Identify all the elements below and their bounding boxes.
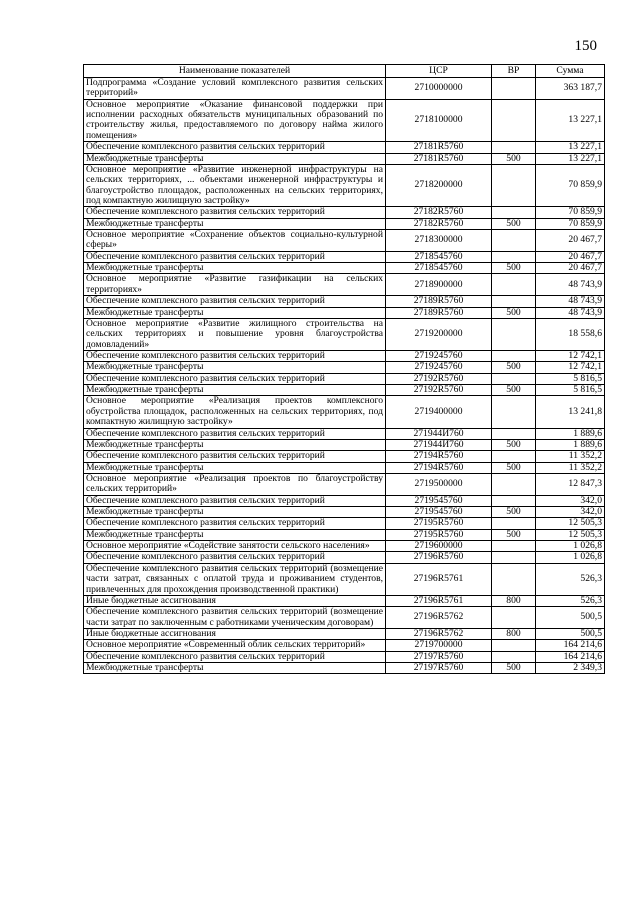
cell-vr: 500 bbox=[492, 263, 536, 274]
cell-sum: 20 467,7 bbox=[536, 230, 605, 252]
cell-csr: 27182R5760 bbox=[386, 218, 492, 229]
cell-csr: 2719545760 bbox=[386, 495, 492, 506]
table-row bbox=[84, 651, 605, 662]
cell-name: Межбюджетные трансферты bbox=[84, 153, 386, 164]
table-row bbox=[84, 263, 605, 274]
cell-sum: 1 889,6 bbox=[536, 439, 605, 450]
cell-sum: 526,3 bbox=[536, 563, 605, 595]
table-row bbox=[84, 362, 605, 373]
cell-sum: 526,3 bbox=[536, 595, 605, 606]
cell-csr: 27181R5760 bbox=[386, 142, 492, 153]
cell-sum: 48 743,9 bbox=[536, 296, 605, 307]
cell-csr: 2719700000 bbox=[386, 640, 492, 651]
table-row bbox=[84, 439, 605, 450]
cell-csr: 27189R5760 bbox=[386, 307, 492, 318]
cell-csr: 2719545760 bbox=[386, 507, 492, 518]
cell-name: Межбюджетные трансферты bbox=[84, 507, 386, 518]
cell-vr bbox=[492, 451, 536, 462]
cell-sum: 12 847,3 bbox=[536, 473, 605, 495]
cell-vr bbox=[492, 207, 536, 218]
budget-table bbox=[83, 64, 605, 674]
cell-vr bbox=[492, 318, 536, 350]
cell-name: Межбюджетные трансферты bbox=[84, 218, 386, 229]
cell-sum: 164 214,6 bbox=[536, 640, 605, 651]
cell-name: Основное мероприятие «Содействие занятости сельского населения» bbox=[84, 541, 386, 552]
cell-vr bbox=[492, 230, 536, 252]
cell-sum: 13 241,8 bbox=[536, 396, 605, 428]
table-body bbox=[84, 78, 605, 674]
cell-name: Основное мероприятие «Развитие газификации на сельских территориях» bbox=[84, 274, 386, 296]
cell-sum: 70 859,9 bbox=[536, 207, 605, 218]
cell-name: Межбюджетные трансферты bbox=[84, 362, 386, 373]
cell-sum: 342,0 bbox=[536, 507, 605, 518]
table-row bbox=[84, 473, 605, 495]
cell-name: Обеспечение комплексного развития сельских территорий bbox=[84, 296, 386, 307]
cell-sum: 11 352,2 bbox=[536, 462, 605, 473]
cell-sum: 48 743,9 bbox=[536, 274, 605, 296]
cell-vr: 500 bbox=[492, 529, 536, 540]
cell-vr: 500 bbox=[492, 307, 536, 318]
cell-csr: 2718900000 bbox=[386, 274, 492, 296]
cell-vr bbox=[492, 78, 536, 100]
cell-csr: 2719245760 bbox=[386, 362, 492, 373]
table-row bbox=[84, 451, 605, 462]
cell-csr: 2719600000 bbox=[386, 541, 492, 552]
cell-sum: 363 187,7 bbox=[536, 78, 605, 100]
cell-name: Обеспечение комплексного развития сельских территорий bbox=[84, 552, 386, 563]
cell-sum: 48 743,9 bbox=[536, 307, 605, 318]
cell-name: Обеспечение комплексного развития сельских территорий bbox=[84, 451, 386, 462]
cell-csr: 27195R5760 bbox=[386, 529, 492, 540]
cell-csr: 27196R5761 bbox=[386, 563, 492, 595]
cell-vr bbox=[492, 607, 536, 629]
cell-sum: 12 742,1 bbox=[536, 362, 605, 373]
cell-sum: 12 742,1 bbox=[536, 350, 605, 361]
header-name: Наименование показателей bbox=[84, 65, 386, 78]
cell-csr: 27196R5761 bbox=[386, 595, 492, 606]
cell-name: Обеспечение комплексного развития сельских территорий bbox=[84, 651, 386, 662]
cell-name: Иные бюджетные ассигнования bbox=[84, 628, 386, 639]
table-row bbox=[84, 495, 605, 506]
table-row bbox=[84, 428, 605, 439]
cell-sum: 13 227,1 bbox=[536, 153, 605, 164]
cell-name: Межбюджетные трансферты bbox=[84, 462, 386, 473]
cell-vr: 500 bbox=[492, 153, 536, 164]
table-row bbox=[84, 318, 605, 350]
cell-vr bbox=[492, 428, 536, 439]
table-row bbox=[84, 507, 605, 518]
cell-sum: 164 214,6 bbox=[536, 651, 605, 662]
cell-name: Межбюджетные трансферты bbox=[84, 529, 386, 540]
table-row bbox=[84, 462, 605, 473]
cell-vr bbox=[492, 373, 536, 384]
cell-name: Основное мероприятие «Оказание финансовой поддержки при исполнении расходных обязательств муниципальных образований по строительству жилья, предоставляемого по договору найма жилого помещения» bbox=[84, 99, 386, 141]
table-row bbox=[84, 153, 605, 164]
table-row bbox=[84, 385, 605, 396]
cell-sum: 500,5 bbox=[536, 607, 605, 629]
cell-vr bbox=[492, 396, 536, 428]
cell-vr: 500 bbox=[492, 507, 536, 518]
cell-name: Основное мероприятие «Реализация проектов по благоустройству сельских территорий» bbox=[84, 473, 386, 495]
cell-sum: 12 505,3 bbox=[536, 529, 605, 540]
cell-vr: 500 bbox=[492, 663, 536, 674]
table-row bbox=[84, 640, 605, 651]
cell-sum: 5 816,5 bbox=[536, 373, 605, 384]
cell-csr: 27195R5760 bbox=[386, 518, 492, 529]
table-row bbox=[84, 207, 605, 218]
cell-sum: 11 352,2 bbox=[536, 451, 605, 462]
table-row bbox=[84, 518, 605, 529]
cell-name: Иные бюджетные ассигнования bbox=[84, 595, 386, 606]
cell-sum: 20 467,7 bbox=[536, 251, 605, 262]
cell-vr bbox=[492, 296, 536, 307]
cell-csr: 2719500000 bbox=[386, 473, 492, 495]
cell-name: Обеспечение комплексного развития сельских территорий (возмещение части затрат, связанных с оплатой труда и проживанием студентов, привлеченных для прохождения производственной практики) bbox=[84, 563, 386, 595]
cell-name: Обеспечение комплексного развития сельских территорий bbox=[84, 142, 386, 153]
header-vr: ВР bbox=[492, 65, 536, 78]
table-row bbox=[84, 99, 605, 141]
cell-sum: 342,0 bbox=[536, 495, 605, 506]
cell-name: Подпрограмма «Создание условий комплексного развития сельских территорий» bbox=[84, 78, 386, 100]
cell-vr bbox=[492, 274, 536, 296]
cell-csr: 27196R5760 bbox=[386, 552, 492, 563]
cell-csr: 27197R5760 bbox=[386, 651, 492, 662]
table-row bbox=[84, 628, 605, 639]
page-number: 150 bbox=[574, 38, 597, 54]
cell-csr: 2718545760 bbox=[386, 263, 492, 274]
table-row bbox=[84, 552, 605, 563]
table-header bbox=[84, 65, 605, 78]
cell-vr bbox=[492, 99, 536, 141]
cell-csr: 27196R5762 bbox=[386, 607, 492, 629]
cell-vr bbox=[492, 495, 536, 506]
cell-csr: 27181R5760 bbox=[386, 153, 492, 164]
cell-vr: 500 bbox=[492, 385, 536, 396]
cell-csr: 2718100000 bbox=[386, 99, 492, 141]
cell-csr: 27196R5762 bbox=[386, 628, 492, 639]
table-row bbox=[84, 296, 605, 307]
cell-csr: 27189R5760 bbox=[386, 296, 492, 307]
table-row bbox=[84, 607, 605, 629]
cell-csr: 27194R5760 bbox=[386, 462, 492, 473]
cell-vr: 800 bbox=[492, 628, 536, 639]
cell-name: Межбюджетные трансферты bbox=[84, 385, 386, 396]
cell-sum: 18 558,6 bbox=[536, 318, 605, 350]
table-row bbox=[84, 251, 605, 262]
cell-csr: 27192R5760 bbox=[386, 385, 492, 396]
cell-sum: 1 889,6 bbox=[536, 428, 605, 439]
cell-name: Межбюджетные трансферты bbox=[84, 663, 386, 674]
table-row bbox=[84, 541, 605, 552]
cell-name: Обеспечение комплексного развития сельских территорий (возмещение части затрат по заключенным с работниками ученическим договорам) bbox=[84, 607, 386, 629]
cell-name: Межбюджетные трансферты bbox=[84, 439, 386, 450]
cell-name: Обеспечение комплексного развития сельских территорий bbox=[84, 207, 386, 218]
cell-sum: 1 026,8 bbox=[536, 552, 605, 563]
cell-vr bbox=[492, 552, 536, 563]
cell-vr bbox=[492, 563, 536, 595]
cell-csr: 2718300000 bbox=[386, 230, 492, 252]
cell-sum: 2 349,3 bbox=[536, 663, 605, 674]
cell-csr: 2719200000 bbox=[386, 318, 492, 350]
table-row bbox=[84, 563, 605, 595]
cell-sum: 12 505,3 bbox=[536, 518, 605, 529]
header-sum: Сумма bbox=[536, 65, 605, 78]
cell-csr: 271944И760 bbox=[386, 439, 492, 450]
cell-name: Межбюджетные трансферты bbox=[84, 263, 386, 274]
cell-name: Межбюджетные трансферты bbox=[84, 307, 386, 318]
table-row bbox=[84, 164, 605, 206]
cell-sum: 13 227,1 bbox=[536, 99, 605, 141]
cell-csr: 2719245760 bbox=[386, 350, 492, 361]
cell-sum: 1 026,8 bbox=[536, 541, 605, 552]
cell-name: Обеспечение комплексного развития сельских территорий bbox=[84, 495, 386, 506]
cell-sum: 70 859,9 bbox=[536, 218, 605, 229]
cell-name: Основное мероприятие «Развитие жилищного строительства на сельских территориях и повышение уровня благоустройства домовладений» bbox=[84, 318, 386, 350]
cell-name: Основное мероприятие «Сохранение объектов социально-культурной сферы» bbox=[84, 230, 386, 252]
table-row bbox=[84, 218, 605, 229]
cell-vr bbox=[492, 251, 536, 262]
cell-name: Обеспечение комплексного развития сельских территорий bbox=[84, 350, 386, 361]
table-row bbox=[84, 396, 605, 428]
header-row bbox=[84, 65, 605, 78]
table-row bbox=[84, 274, 605, 296]
cell-name: Основное мероприятие «Развитие инженерной инфраструктуры на сельских территориях, ... объектами инженерной инфраструктуры и благоустройство площадок, расположенных на сельских территориях, под компактную жилищную застройку» bbox=[84, 164, 386, 206]
cell-csr: 27182R5760 bbox=[386, 207, 492, 218]
cell-csr: 2710000000 bbox=[386, 78, 492, 100]
cell-vr: 800 bbox=[492, 595, 536, 606]
cell-vr bbox=[492, 651, 536, 662]
table-row bbox=[84, 373, 605, 384]
cell-csr: 2718200000 bbox=[386, 164, 492, 206]
cell-name: Обеспечение комплексного развития сельских территорий bbox=[84, 428, 386, 439]
cell-csr: 27194R5760 bbox=[386, 451, 492, 462]
cell-sum: 5 816,5 bbox=[536, 385, 605, 396]
cell-vr bbox=[492, 541, 536, 552]
header-csr: ЦСР bbox=[386, 65, 492, 78]
table-row bbox=[84, 529, 605, 540]
table-row bbox=[84, 663, 605, 674]
table-row bbox=[84, 595, 605, 606]
cell-vr bbox=[492, 640, 536, 651]
cell-name: Обеспечение комплексного развития сельских территорий bbox=[84, 251, 386, 262]
cell-vr bbox=[492, 142, 536, 153]
cell-name: Основное мероприятие «Современный облик сельских территорий» bbox=[84, 640, 386, 651]
table-row bbox=[84, 230, 605, 252]
table-row bbox=[84, 307, 605, 318]
cell-csr: 2718545760 bbox=[386, 251, 492, 262]
cell-sum: 70 859,9 bbox=[536, 164, 605, 206]
cell-sum: 13 227,1 bbox=[536, 142, 605, 153]
cell-sum: 20 467,7 bbox=[536, 263, 605, 274]
cell-vr bbox=[492, 518, 536, 529]
cell-name: Основное мероприятие «Реализация проектов комплексного обустройства площадок, расположенных на сельских территориях, под компактную жилищную застройку» bbox=[84, 396, 386, 428]
cell-name: Обеспечение комплексного развития сельских территорий bbox=[84, 373, 386, 384]
cell-vr: 500 bbox=[492, 439, 536, 450]
cell-csr: 27197R5760 bbox=[386, 663, 492, 674]
cell-vr: 500 bbox=[492, 462, 536, 473]
cell-sum: 500,5 bbox=[536, 628, 605, 639]
table-row bbox=[84, 350, 605, 361]
cell-csr: 271944И760 bbox=[386, 428, 492, 439]
cell-vr: 500 bbox=[492, 362, 536, 373]
cell-vr: 500 bbox=[492, 218, 536, 229]
cell-csr: 2719400000 bbox=[386, 396, 492, 428]
cell-vr bbox=[492, 164, 536, 206]
cell-csr: 27192R5760 bbox=[386, 373, 492, 384]
table-row bbox=[84, 142, 605, 153]
cell-vr bbox=[492, 350, 536, 361]
cell-name: Обеспечение комплексного развития сельских территорий bbox=[84, 518, 386, 529]
table-row bbox=[84, 78, 605, 100]
cell-vr bbox=[492, 473, 536, 495]
